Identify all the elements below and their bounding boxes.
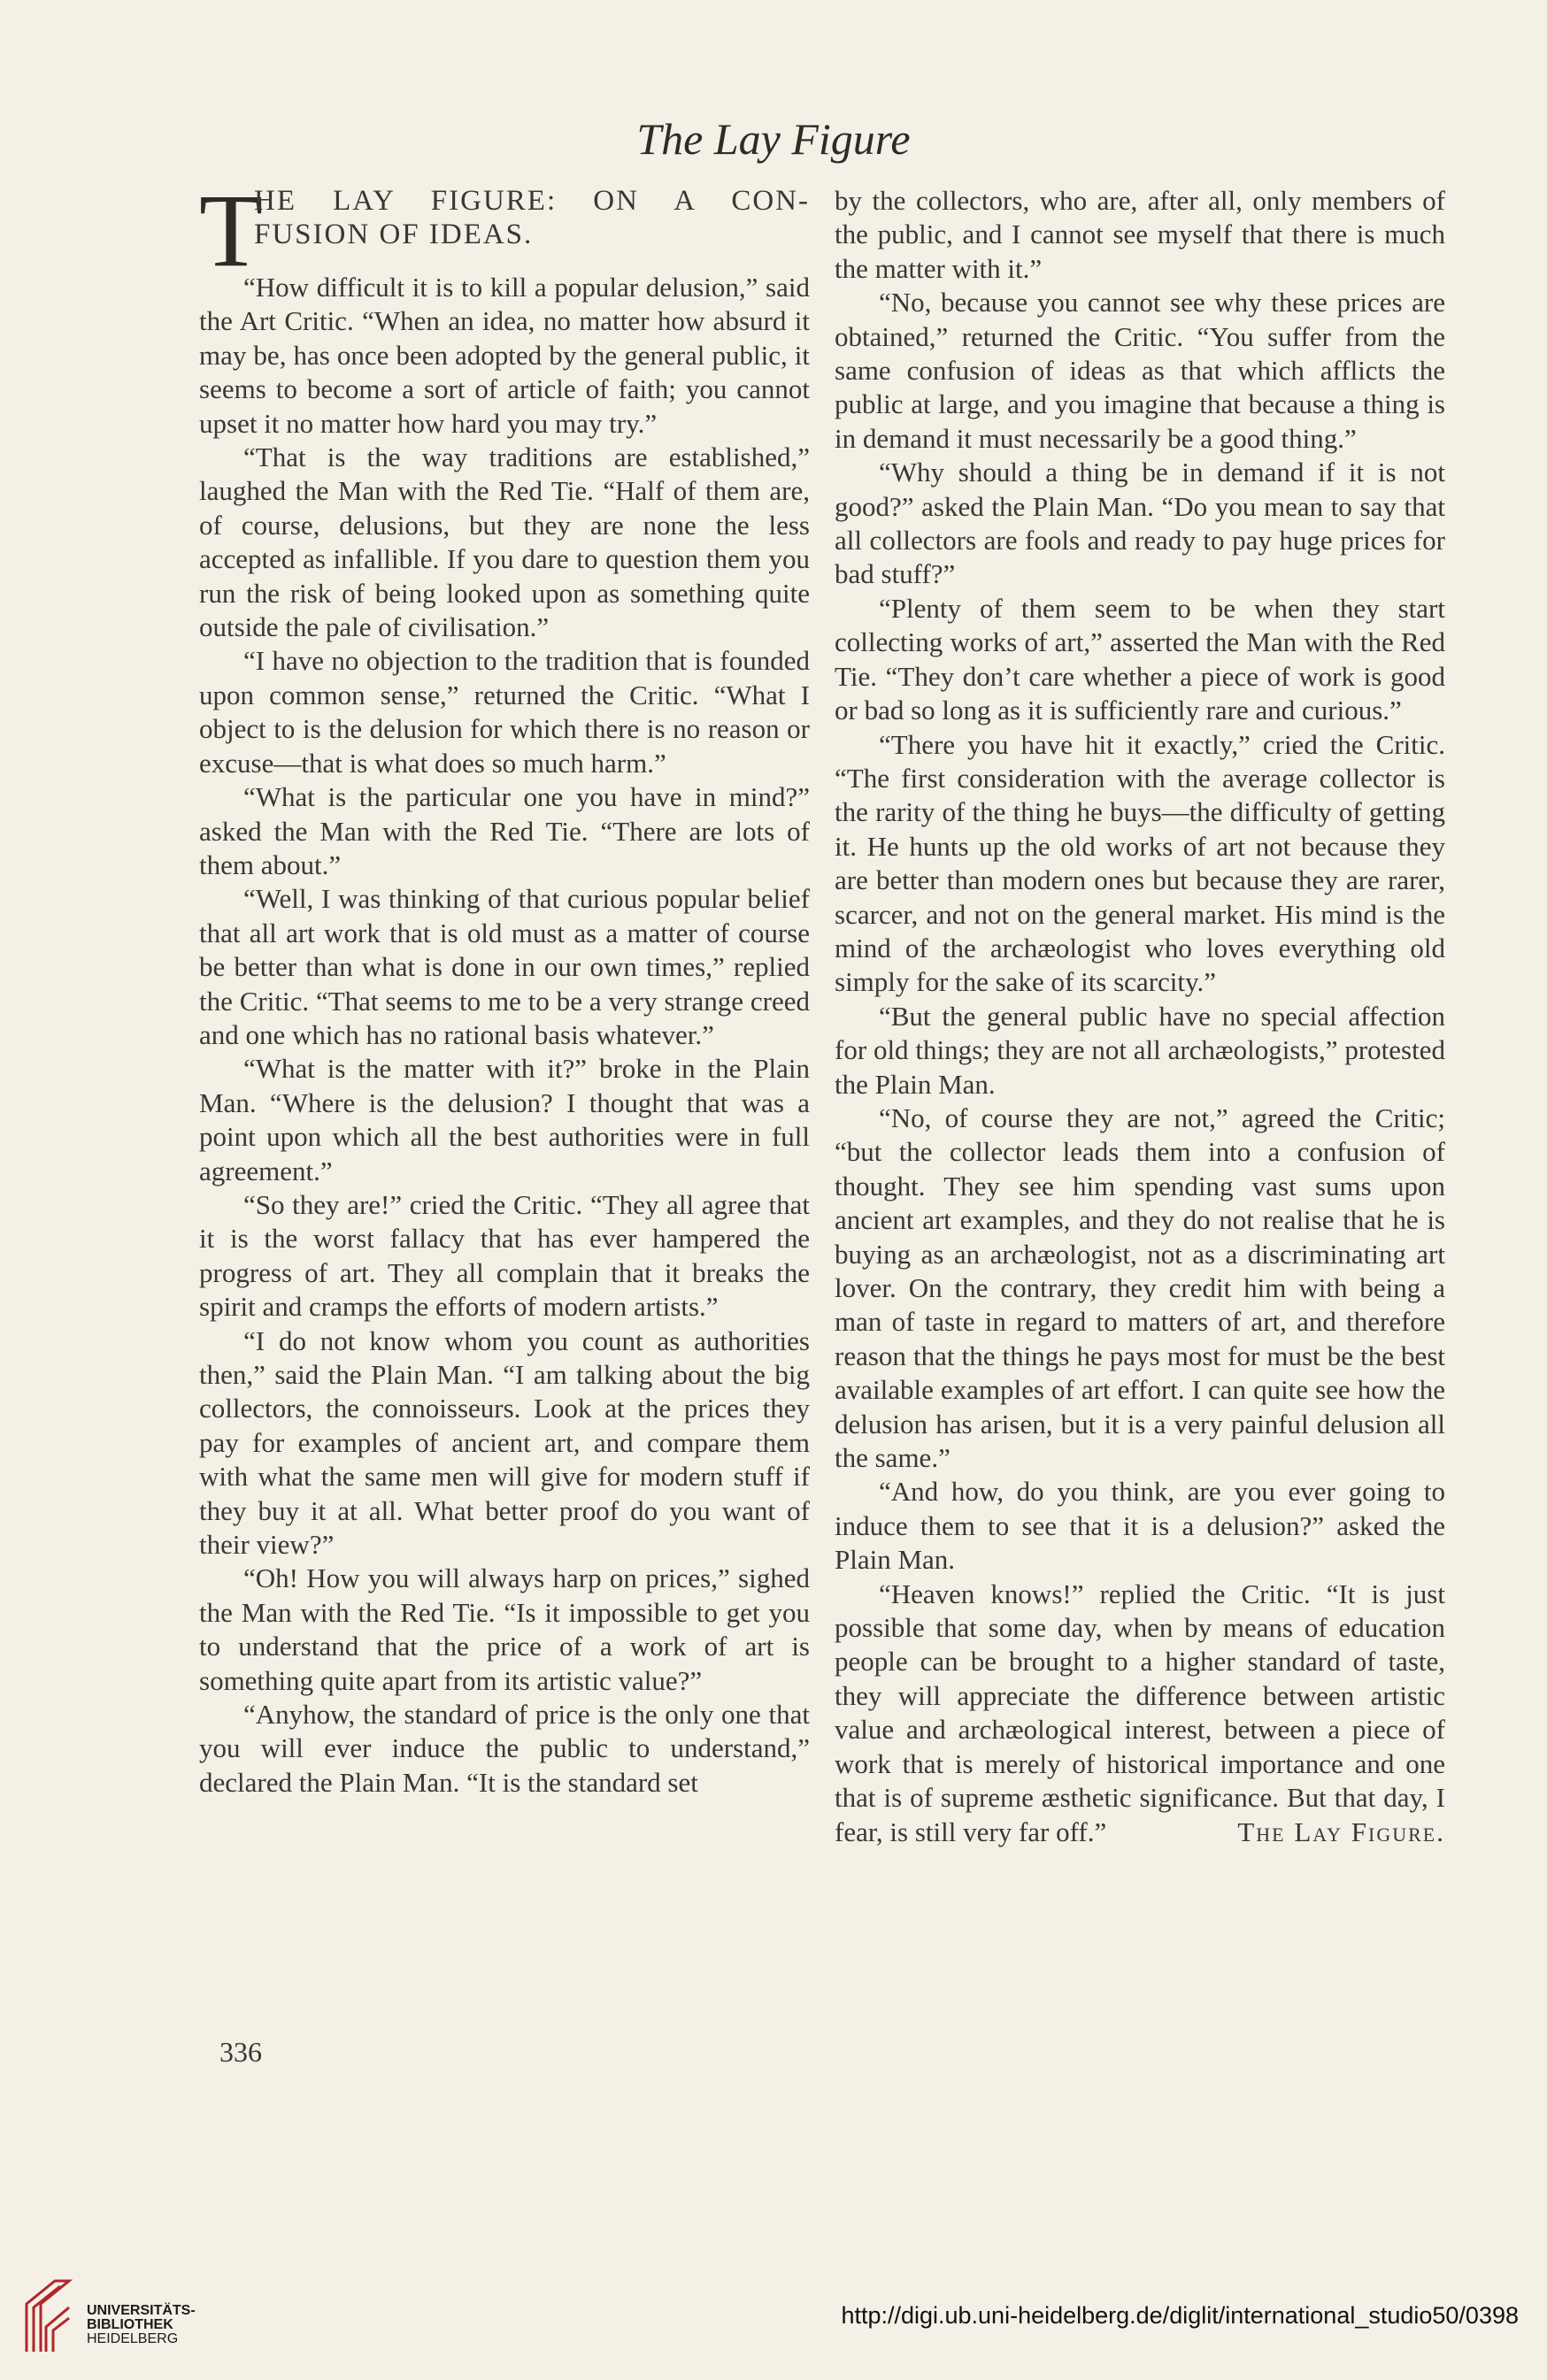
title-line-2: FUSION OF IDEAS. xyxy=(254,219,534,251)
paragraph: “I have no objection to the tradition that is founded upon common sense,” returned the Critic. “What I object to is the delusion for which there is no reason or excuse—that is what does so much harm.” xyxy=(199,645,810,779)
library-name: UNIVERSITÄTS- BIBLIOTHEK HEIDELBERG xyxy=(87,2303,196,2346)
paragraph: “How difficult it is to kill a popular delusion,” said the Art Critic. “When an idea, no matter how absurd it may be, has once been adopted by the general public, it seems to become a sort of article of faith; you cannot upset it no matter how hard you may try.” xyxy=(199,272,810,439)
right-column xyxy=(835,184,1445,1849)
paragraph: “But the general public have no special affection for old things; they are not all archæologists,” protested the Plain Man. xyxy=(835,1000,1445,1100)
paragraph: “Oh! How you will always harp on prices,” sighed the Man with the Red Tie. “Is it impossible to get you to understand that the price of a work of art is something quite apart from its artistic value?” xyxy=(199,1562,810,1696)
paragraph: “And how, do you think, are you ever going to induce them to see that it is a delusion?” asked the Plain Man. xyxy=(835,1476,1445,1576)
paragraph-last xyxy=(835,1578,1445,1849)
paragraph: “So they are!” cried the Critic. “They all agree that it is the worst fallacy that has ever hampered the progress of art. They all complain that it breaks the spirit and cramps the efforts of modern artists.” xyxy=(199,1188,810,1323)
paragraph: “No, because you cannot see why these prices are obtained,” returned the Critic. “You suffer from the same confusion of ideas as that which afflicts the public at large, and you imagine that because a thing is in demand it must necessarily be a good thing.” xyxy=(835,287,1445,454)
paragraph: “Why should a thing be in demand if it is not good?” asked the Plain Man. “Do you mean to say that all collectors are fools and ready to pay huge prices for bad stuff?” xyxy=(835,457,1445,590)
paragraph: “What is the particular one you have in mind?” asked the Man with the Red Tie. “There are lots of them about.” xyxy=(199,781,810,880)
paragraph: “What is the matter with it?” broke in the Plain Man. “Where is the delusion? I thought that was a point upon which all the best authorities were in full agreement.” xyxy=(199,1053,810,1186)
drop-cap: T xyxy=(199,173,266,288)
source-url[interactable]: http://digi.ub.uni-heidelberg.de/diglit/international_studio50/0398 xyxy=(841,2302,1519,2329)
paragraph-text: “Heaven knows!” replied the Critic. “It is just possible that some day, when by means of education people can be brought to a higher standard of taste, they will appreciate the difference between artistic value and archæological interest, between a piece of work that is merely of historical importance and one that is of supreme æsthetic significance. But that day, I fear, is still very far off.” xyxy=(835,1578,1445,1847)
left-column xyxy=(199,173,810,1800)
paragraph: “There you have hit it exactly,” cried the Critic. “The first consideration with the average collector is the rarity of the thing he buys—the difficulty of getting it. He hunts up the old works of art not because they are better than modern ones but because they are rarer, scarcer, and not on the general market. His mind is the mind of the archæologist who loves everything old simply for the sake of its scarcity.” xyxy=(835,728,1445,998)
footer xyxy=(0,2228,1547,2380)
paragraph: “Well, I was thinking of that curious popular belief that all art work that is old must as a matter of course be better than what is done in our own times,” replied the Critic. “That seems to me to be a very strange creed and one which has no rational basis whatever.” xyxy=(199,883,810,1050)
paragraph: “Plenty of them seem to be when they start collecting works of art,” asserted the Man with the Red Tie. “They don’t care whether a piece of work is good or bad so long as it is sufficiently rare and curious.” xyxy=(835,592,1445,726)
running-header: The Lay Figure xyxy=(636,114,911,164)
paragraph: by the collectors, who are, after all, only members of the public, and I cannot see myself that there is much the matter with it.” xyxy=(835,185,1445,284)
article-title xyxy=(199,173,810,288)
paragraph: “No, of course they are not,” agreed the Critic; “but the collector leads them into a confusion of thought. They see him spending vast sums upon ancient art examples, and they do not realise that he is buying as an archæologist, not as a discriminating art lover. On the contrary, they credit him with being a man of taste in regard to matters of art, and therefore reason that the things he pays most for must be the best available examples of art effort. I can quite see how the delusion has arisen, but it is a very painful delusion all the same.” xyxy=(835,1102,1445,1474)
title-line-1: HE LAY FIGURE: ON A CON- xyxy=(254,185,810,217)
paragraph: “Anyhow, the standard of price is the only one that you will ever induce the public to understand,” declared the Plain Man. “It is the standard set xyxy=(199,1699,810,1798)
paragraph: “That is the way traditions are established,” laughed the Man with the Red Tie. “Half of them are, of course, delusions, but they are none the less accepted as infallible. If you dare to question them you run the risk of being looked upon as something quite outside the pale of civilisation.” xyxy=(199,441,810,643)
signature: The Lay Figure. xyxy=(1237,1816,1445,1847)
paragraph: “I do not know whom you count as authorities then,” said the Plain Man. “I am talking about the big collectors, the connoisseurs. Look at the prices they pay for examples of ancient art, and compare them with what the same men will give for modern stuff if they buy it at all. What better proof do you want of their view?” xyxy=(199,1324,810,1561)
library-logo-icon xyxy=(19,2277,74,2355)
page-number: 336 xyxy=(219,2036,262,2068)
